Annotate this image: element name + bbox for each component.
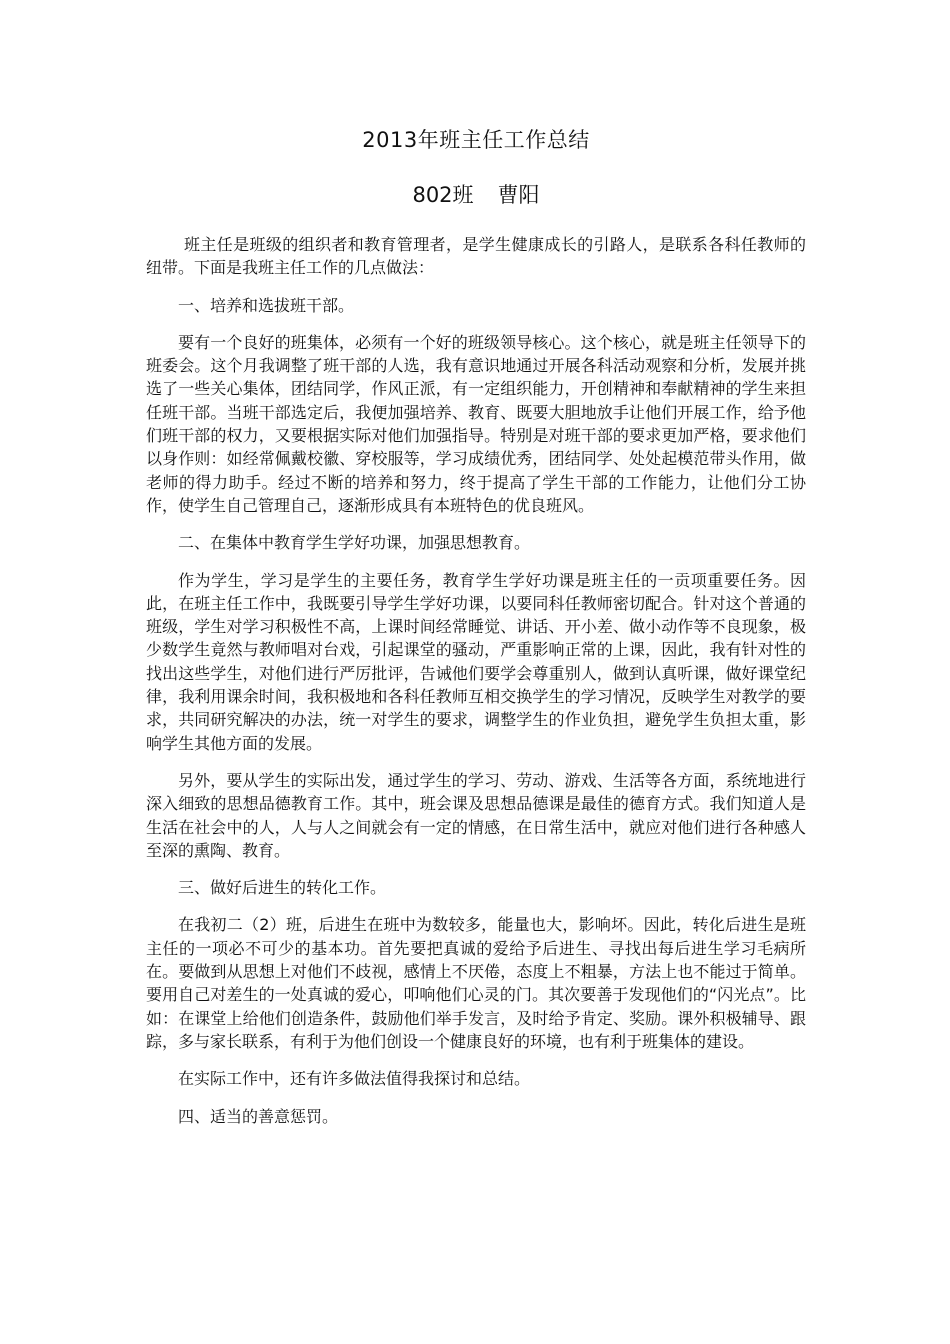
document-page [146,122,806,1142]
body-paragraph: 作为学生，学习是学生的主要任务，教育学生学好功课是班主任的一贡项重要任务。因此，在班主任工作中，我既要引导学生学好功课，以要同科任教师密切配合。针对这个普通的班级，学生对学习积极性不高，上课时间经常睡觉、讲话、开小差、做小动作等不良现象，极少数学生竟然与教师唱对台戏，引起课堂的骚动，严重影响正常的上课，因此，我有针对性的找出这些学生，对他们进行严厉批评，告诫他们要学会尊重别人，做到认真听课，做好课堂纪律，我利用课余时间，我积极地和各科任教师互相交换学生的学习情况，反映学生对教学的要求，共同研究解决的办法，统一对学生的要求，调整学生的作业负担，避免学生负担太重，影响学生其他方面的发展。 [146,570,806,753]
section-heading-3: 三、做好后进生的转化工作。 [178,878,387,898]
document-byline [146,177,806,213]
section-heading-1: 一、培养和选拔班干部。 [178,295,355,315]
body-paragraph: 在我初二（2）班，后进生在班中为数较多，能量也大，影响坏。因此，转化后进生是班主任的一项必不可少的基本功。首先要把真诚的爱给予后进生、寻找出每后进生学习毛病所在。要做到从思想上对他们不歧视，感情上不厌倦，态度上不粗暴，方法上也不能过于简单。要用自己对差生的一处真诚的爱心，叩响他们心灵的门。其次要善于发现他们的“闪光点”。比如：在课堂上给他们创造条件，鼓励他们举手发言，及时给予肯定、奖励。课外积极辅导、跟踪，多与家长联系，有利于为他们创设一个健康良好的环境，也有利于班集体的建设。 [146,915,806,1051]
class-label: 802班 [412,183,474,207]
document-title: 2013年班主任工作总结 [362,128,590,152]
body-paragraph: 在实际工作中，还有许多做法值得我探讨和总结。 [178,1069,531,1089]
author-name: 曹阳 [497,183,540,207]
section-heading-4: 四、适当的善意惩罚。 [178,1106,339,1126]
body-paragraph: 另外，要从学生的实际出发，通过学生的学习、劳动、游戏、生活等各方面，系统地进行深入细致的思想品德教育工作。其中，班会课及思想品德课是最佳的德育方式。我们知道人是生活在社会中的人，人与人之间就会有一定的情感，在日常生活中，就应对他们进行各种感人至深的熏陶、教育。 [146,770,806,860]
section-heading-2: 二、在集体中教育学生学好功课，加强思想教育。 [178,533,531,553]
intro-paragraph: 班主任是班级的组织者和教育管理者，是学生健康成长的引路人，是联系各科任教师的纽带。下面是我班主任工作的几点做法： [146,235,806,278]
body-paragraph: 要有一个良好的班集体，必须有一个好的班级领导核心。这个核心，就是班主任领导下的班委会。这个月我调整了班干部的人选，我有意识地通过开展各科活动观察和分析，发展并挑选了一些关心集体，团结同学，作风正派，有一定组织能力，开创精神和奉献精神的学生来担任班干部。当班干部选定后，我便加强培养、教育、既要大胆地放手让他们开展工作，给予他们班干部的权力，又要根据实际对他们加强指导。特别是对班干部的要求更加严格，要求他们以身作则：如经常佩戴校徽、穿校服等，学习成绩优秀，团结同学、处处起模范带头作用，做老师的得力助手。经过不断的培养和努力，终于提高了学生干部的工作能力，让他们分工协作，使学生自己管理自己，逐渐形成具有本班特色的优良班风。 [146,332,806,515]
document-body [146,233,806,1128]
